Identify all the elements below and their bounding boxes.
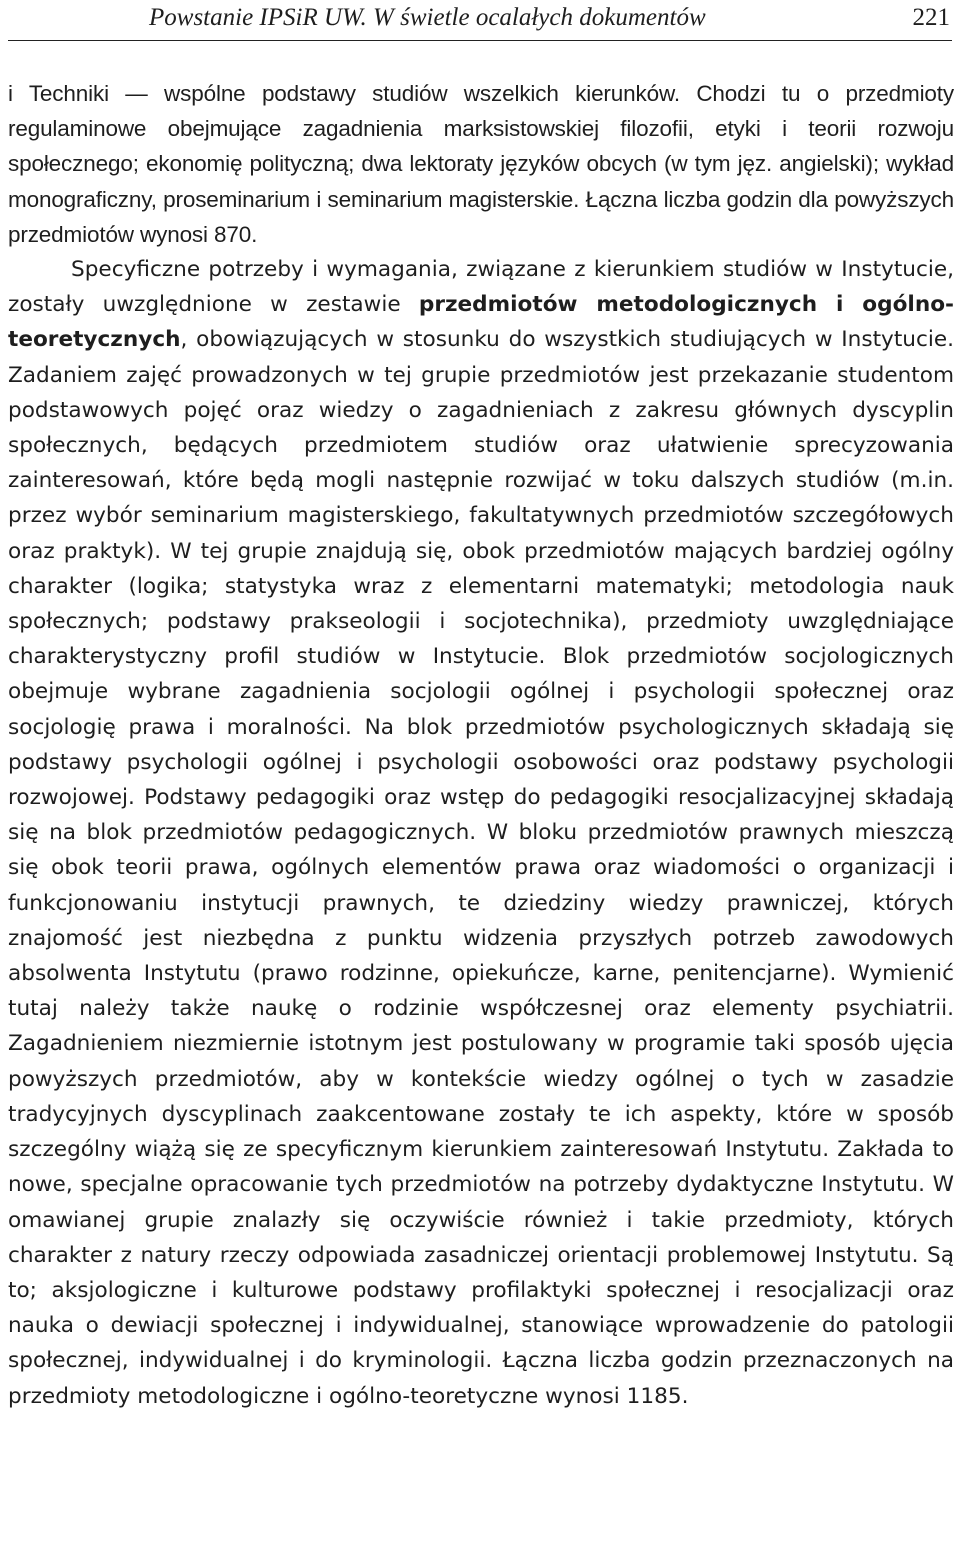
paragraph-2-rest: , obowiązujących w stosunku do wszystkich studiujących w Instytucie. Zadaniem zajęć prowadzonych w tej grupie przedmiotów jest przekazanie studentom podstawowych pojęć oraz wiedzy o zagadnieniach z zakresu głównych dyscyplin społecznych, będących przedmiotem studiów oraz ułatwienie sprecyzowania zainteresowań, które będą mogli następnie rozwijać w toku dalszych studiów (m.in. przez wybór seminarium magisterskiego, fakultatywnych przedmiotów szczegółowych oraz praktyk). W tej grupie znajdują się, obok przedmiotów mających bardziej ogólny charakter (logika; statystyka wraz z elementarni matematyki; metodologia nauk społecznych; podstawy prakseologii i socjotechnika), przedmioty uwzględniające charakterystyczny profil studiów w Instytucie. Blok przedmiotów socjologicznych obejmuje wybrane zagadnienia socjologii ogólnej i psychologii społecznej oraz socjologię prawa i moralności. Na blok przedmiotów psychologicznych składają się podstawy psychologii ogólnej i psychologii osobowości oraz podstawy psychologii rozwojowej. Podstawy pedagogiki oraz wstęp do pedagogiki resocjalizacyjnej składają się na blok przedmiotów pedagogicznych. W bloku przedmiotów prawnych mieszczą się obok teorii prawa, ogólnych elementów prawa oraz wiadomości o organizacji i funkcjonowaniu instytucji prawnych, te dziedziny wiedzy prawniczej, których znajomość jest niezbędna z punktu widzenia przyszłych potrzeb zawodowych absolwenta Instytutu (prawo rodzinne, opiekuńcze, karne, penitencjarne). Wymienić tutaj należy także naukę o rodzinie współczesnej oraz elementy psychiatrii. Zagadnieniem niezmiernie istotnym jest postulowany w programie taki sposób ujęcia powyższych przedmiotów, aby w kontekście wiedzy ogólnej o tych w zasadzie tradycyjnych dyscyplinach zaakcentowane zostały te ich aspekty, które w sposób szczególny wiążą się ze specyficznym kierunkiem zainteresowań Instytutu. Zakłada to nowe, specjalne opracowanie tych przedmiotów na potrzeby dydaktyczne Instytutu. W omawianej grupie znalazły się oczywiście również i takie przedmioty, których charakter z natury rzeczy odpowiada zasadniczej orientacji problemowej Instytutu. Są to; aksjologiczne i kulturowe podstawy profilaktyki społecznej i resocjalizacji oraz nauka o dewiacji społecznej i indywidualnej, stanowiące wprowadzenie do patologii społecznej, indywidualnej i do kryminologii. Łączna liczba godzin przeznaczonych na przedmioty metodologiczne i ogólno-teoretyczne wynosi 1185. xyxy=(8,327,954,1409)
running-header xyxy=(8,0,952,41)
paragraph-2-bold-term: przedmiotów metodologicznych i ogólno-teoretycznych xyxy=(8,292,954,353)
paragraph-2-start: Specyficzne potrzeby i wymagania, związane z kierunkiem studiów w Instytucie, zostały uwzględnione w zestawie xyxy=(8,257,954,318)
paragraph-1: i Techniki — wspólne podstawy studiów wszelkich kierunków. Chodzi tu o przedmioty regulaminowe obejmujące zagadnienia marksistowskiej filozofii, etyki i teorii rozwoju społecznego; ekonomię polityczną; dwa lektoraty języków obcych (w tym jęz. angielski); wykład monograficzny, proseminarium i seminarium magisterskie. Łączna liczba godzin dla powyższych przedmiotów wynosi 870. xyxy=(8,81,954,247)
body-text xyxy=(8,76,954,1414)
running-title: Powstanie IPSiR UW. W świetle ocalałych dokumentów xyxy=(149,4,706,31)
paragraph-2 xyxy=(8,252,954,1414)
page-number: 221 xyxy=(912,4,950,31)
